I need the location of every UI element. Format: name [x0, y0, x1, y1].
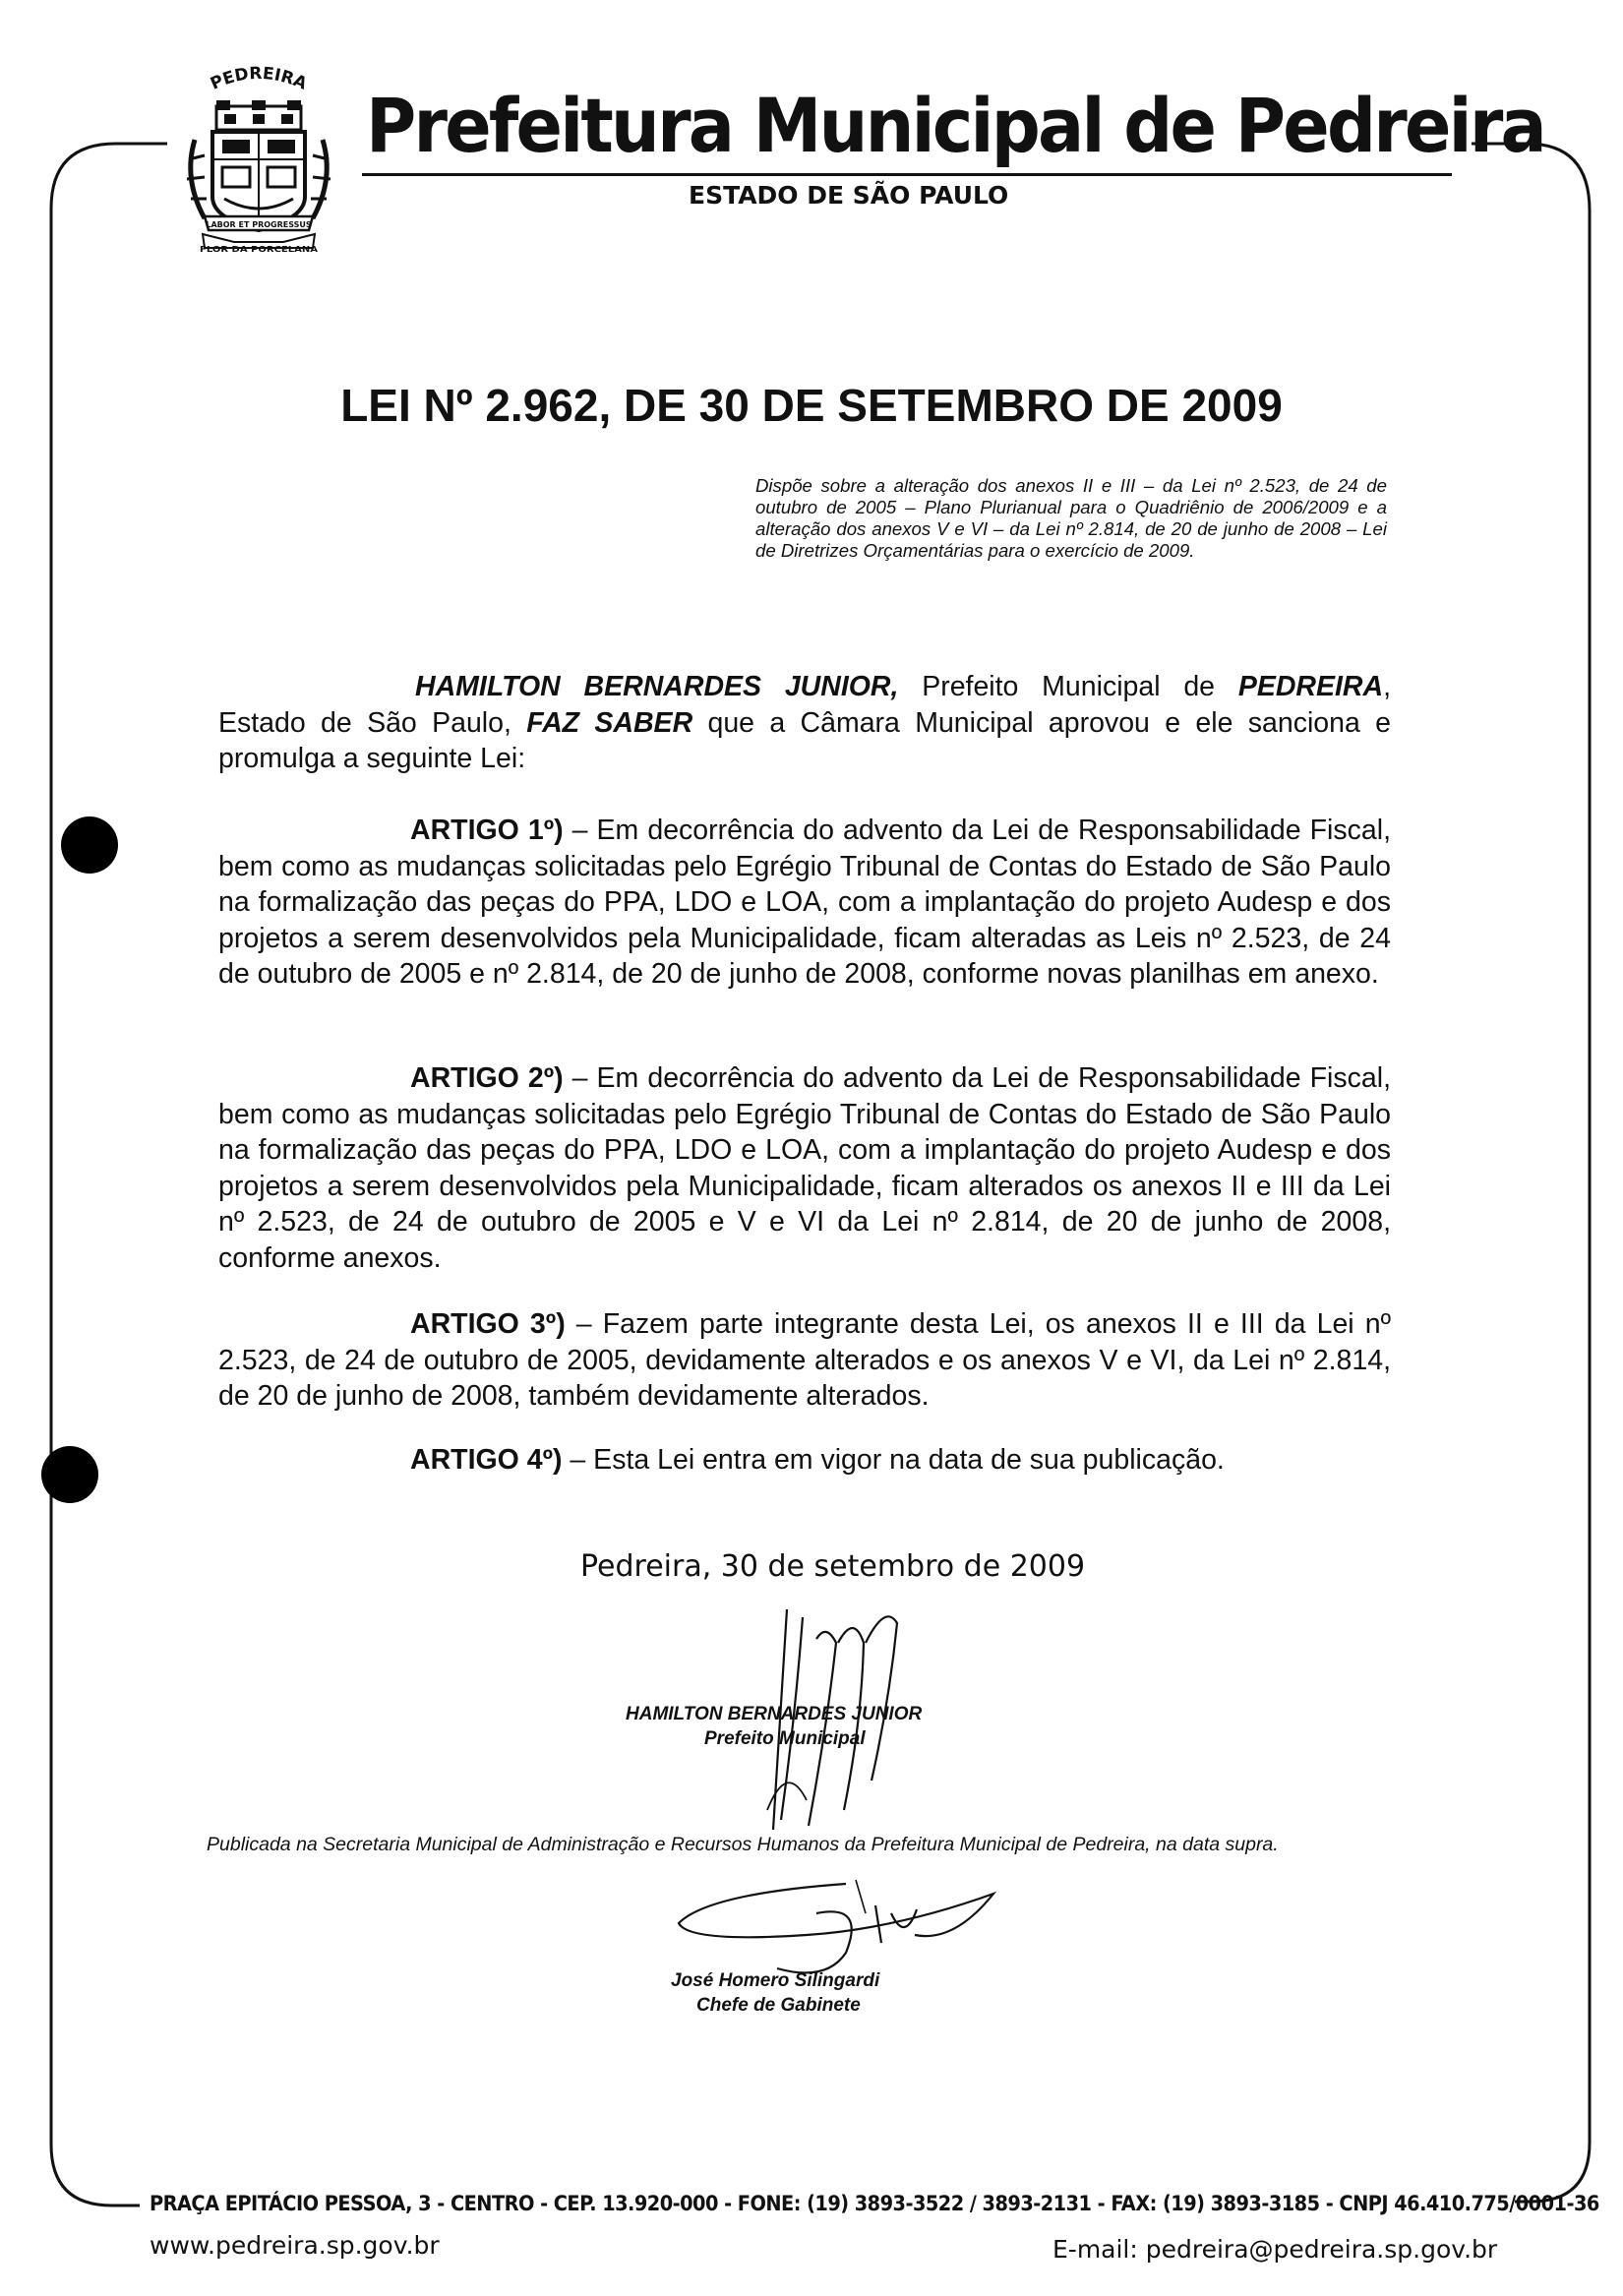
mayor-signature — [679, 1603, 974, 1840]
svg-text:LABOR ET PROGRESSUS: LABOR ET PROGRESSUS — [206, 220, 312, 229]
article-text: – Esta Lei entra em vigor na data de sua publicação. — [562, 1444, 1225, 1476]
svg-text:FLOR DA PORCELANA: FLOR DA PORCELANA — [200, 245, 320, 254]
article-2 — [218, 1060, 1391, 1276]
faz-saber: FAZ SABER — [526, 706, 693, 739]
article-label: ARTIGO 2º) — [410, 1062, 564, 1094]
article-text: – Em decorrência do advento da Lei de Responsabilidade Fiscal, bem como as mudanças solicitadas pelo Egrégio Tribunal de Contas do Estado de São Paulo na formalização das peças do PPA, LDO e LOA, com a implantação do projeto Audesp e dos projetos a serem desenvolvidos pela Municipalidade, ficam alterados os anexos II e III da Lei nº 2.523, de 24 de outubro de 2005 e V e VI da Lei nº 2.814, de 20 de junho de 2008, conforme anexos. — [218, 1062, 1391, 1274]
header-divider — [362, 173, 1452, 176]
article-label: ARTIGO 4º) — [410, 1444, 563, 1476]
publication-note: Publicada na Secretaria Municipal de Administração e Recursos Humanos da Prefeitura Municipal de Pedreira, na data supra. — [207, 1834, 1279, 1855]
footer-address: PRAÇA EPITÁCIO PESSOA, 3 - CENTRO - CEP. 13.920-000 - FONE: (19) 3893-3522 / 3893-2131 - FAX: (19) 3893-3185 - CNPJ 46.410.775/0001-36 — [150, 2192, 1599, 2216]
header-title: Prefeitura Municipal de Pedreira — [366, 82, 1544, 169]
punch-hole — [61, 816, 118, 874]
signer-name: HAMILTON BERNARDES JUNIOR — [626, 1704, 923, 1724]
city-name: PEDREIRA — [1237, 671, 1384, 702]
article-1 — [218, 813, 1391, 993]
coat-of-arms-logo — [165, 61, 352, 262]
article-4 — [218, 1442, 1391, 1479]
chief-role: Chefe de Gabinete — [696, 1995, 861, 2016]
place-date: Pedreira, 30 de setembro de 2009 — [580, 1549, 1086, 1584]
footer-website: www.pedreira.sp.gov.br — [150, 2231, 440, 2260]
signer-role: Prefeito Municipal — [704, 1728, 866, 1749]
header-state: ESTADO DE SÃO PAULO — [689, 181, 1009, 210]
law-summary: Dispõe sobre a alteração dos anexos II e III – da Lei nº 2.523, de 24 de outubro de 2005 – Plano Plurianual para o Quadriênio de 2006/2009 e a alteração dos anexos V e VI – da Lei nº 2.814, de 20 de junho de 2008 – Lei de Diretrizes Orçamentárias para o exercício de 2009. — [755, 475, 1387, 561]
punch-hole — [41, 1446, 98, 1503]
footer-email: E-mail: pedreira@pedreira.sp.gov.br — [1052, 2235, 1498, 2264]
intro-paragraph: HAMILTON BERNARDES JUNIOR, Prefeito Municipal de PEDREIRA, Estado de São Paulo, FAZ SABER que a Câmara Municipal aprovou e ele sanciona e promulga a seguinte Lei: — [218, 671, 1392, 774]
law-title: LEI Nº 2.962, DE 30 DE SETEMBRO DE 2009 — [340, 380, 1283, 431]
article-label: ARTIGO 3º) — [410, 1308, 566, 1340]
chief-name: José Homero Silingardi — [671, 1970, 880, 1991]
article-text: – Em decorrência do advento da Lei de Responsabilidade Fiscal, bem como as mudanças solicitadas pelo Egrégio Tribunal de Contas do Estado de São Paulo na formalização das peças do PPA, LDO e LOA, com a implantação do projeto Audesp e dos projetos a serem desenvolvidos pela Municipalidade, ficam alteradas as Leis nº 2.523, de 24 de outubro de 2005 e nº 2.814, de 20 de junho de 2008, conforme novas planilhas em anexo. — [218, 815, 1391, 990]
mayor-name: HAMILTON BERNARDES JUNIOR, — [415, 671, 899, 702]
article-label: ARTIGO 1º) — [410, 815, 564, 846]
svg-text:PEDREIRA: PEDREIRA — [208, 63, 310, 94]
article-3 — [218, 1306, 1391, 1415]
article-text: – Fazem parte integrante desta Lei, os anexos II e III da Lei nº 2.523, de 24 de outubro de 2005, devidamente alterados e os anexos V e VI, da Lei nº 2.814, de 20 de junho de 2008, também devidamente alterados. — [218, 1308, 1391, 1412]
